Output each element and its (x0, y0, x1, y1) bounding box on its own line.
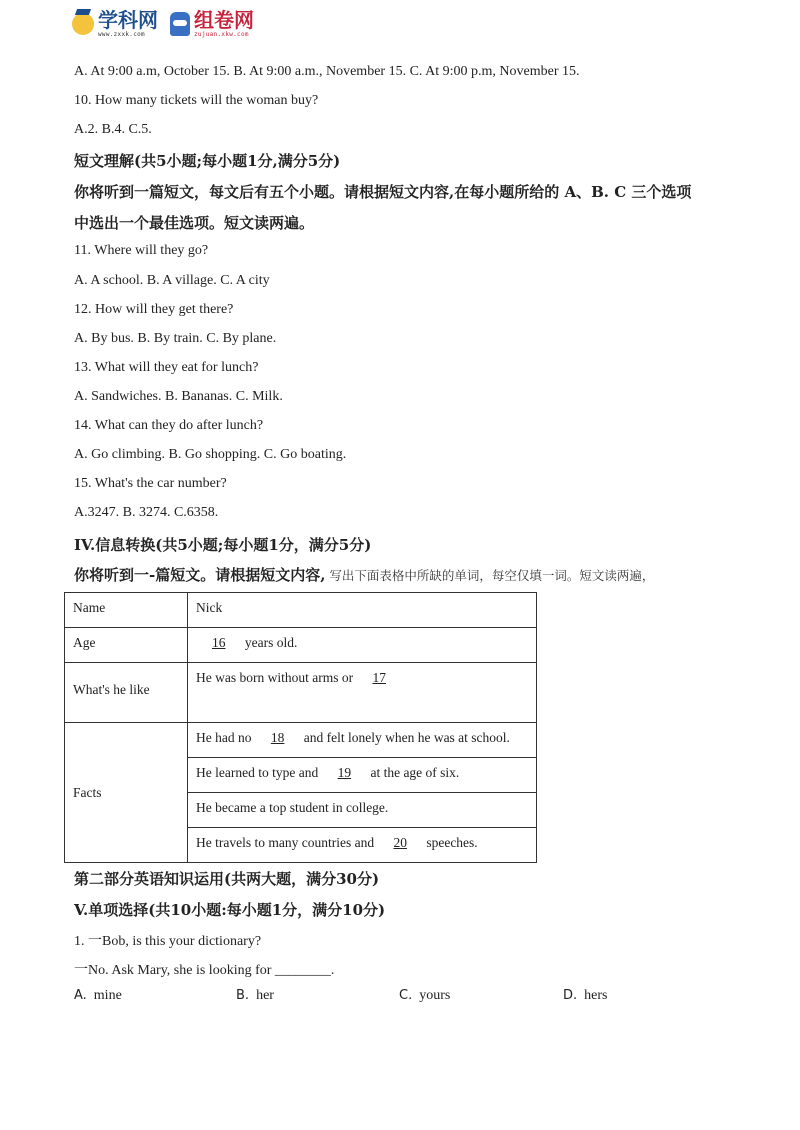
part2-title: 第二部分英语知识运用(共两大题，满分30分) (74, 870, 380, 888)
section4-instructions (74, 564, 654, 585)
q11-options: A. A school. B. A village. C. A city (74, 273, 270, 288)
option-key: B. (236, 988, 250, 1003)
zxxk-logo (72, 10, 158, 38)
blank-19[interactable] (322, 765, 368, 780)
name-label: Name (65, 593, 188, 628)
zujuan-logo (170, 10, 254, 38)
fact4-cell (188, 828, 537, 863)
fact2-post: at the age of six. (370, 765, 460, 780)
q14-question: 14. What can they do after lunch? (74, 418, 264, 433)
option-key: A. (74, 988, 87, 1003)
mc1-option-b[interactable] (236, 988, 274, 1004)
table-row (65, 628, 537, 663)
zxxk-logo-title: 学科网 (98, 8, 158, 32)
age-label: Age (65, 628, 188, 663)
option-text: mine (93, 988, 122, 1003)
zujuan-logo-title: 组卷网 (194, 8, 254, 32)
zxxk-logo-url: www.zxxk.com (98, 31, 145, 38)
q15-options: A.3247. B. 3274. C.6358. (74, 505, 219, 520)
section3-instructions-1: 你将听到一篇短文，每文后有五个小题。请根据短文内容,在每小题所给的 A、B. C 三个选项 (74, 183, 692, 201)
section4-title: IV.信息转换(共5小题;每小题1分，满分5分) (74, 536, 372, 554)
q14-options: A. Go climbing. B. Go shopping. C. Go boating. (74, 447, 347, 462)
option-text: yours (419, 988, 451, 1003)
section4-instructions-bold: 你将听到一-篇短文。请根据短文内容, (74, 566, 326, 584)
option-text: her (256, 988, 274, 1003)
blank-20[interactable] (377, 835, 423, 850)
q13-question: 13. What will they eat for lunch? (74, 360, 259, 375)
blank-18-number: 18 (270, 730, 285, 745)
q13-options: A. Sandwiches. B. Bananas. C. Milk. (74, 389, 283, 404)
age-rest: years old. (244, 635, 298, 650)
q9-options: A. At 9:00 a.m, October 15. B. At 9:00 a.m., November 15. C. At 9:00 p.m, November 15. (74, 64, 580, 79)
facts-label: Facts (65, 723, 188, 863)
fact2-cell (188, 758, 537, 793)
option-key: C. (399, 988, 413, 1003)
option-key: D. (563, 988, 578, 1003)
info-table (64, 592, 537, 863)
zujuan-logo-icon (170, 12, 190, 36)
like-text: He was born without arms or (196, 670, 354, 685)
fact3-cell: He became a top student in college. (188, 793, 537, 828)
q12-question: 12. How will they get there? (74, 302, 234, 317)
blank-18[interactable] (255, 730, 301, 745)
fact1-pre: He had no (196, 730, 252, 745)
q10-options: A.2. B.4. C.5. (74, 122, 152, 137)
age-cell (188, 628, 537, 663)
zujuan-logo-url: zujuan.xkw.com (194, 31, 249, 38)
zxxk-logo-icon (72, 13, 94, 35)
section3-title: 短文理解(共5小题;每小题1分,满分5分) (74, 152, 341, 170)
table-row (65, 663, 537, 723)
mc1-option-a[interactable] (74, 988, 122, 1004)
blank-20-number: 20 (393, 835, 407, 850)
table-row (65, 723, 537, 758)
header-logos (72, 10, 254, 38)
blank-16-number: 16 (212, 635, 226, 650)
blank-17-number: 17 (372, 670, 386, 685)
section3-instructions-2: 中选出一个最佳选项。短文读两遍。 (74, 214, 315, 232)
q11-question: 11. Where will they go? (74, 243, 209, 258)
mc1-option-c[interactable] (399, 988, 450, 1004)
fact4-post: speeches. (426, 835, 478, 850)
fact1-cell (188, 723, 537, 758)
blank-16[interactable] (196, 635, 242, 650)
blank-17[interactable] (356, 670, 386, 685)
q10-question: 10. How many tickets will the woman buy? (74, 93, 319, 108)
name-value: Nick (188, 593, 537, 628)
like-cell (188, 663, 537, 723)
section4-instructions-rest: 写出下面表格中所缺的单词，每空仅填一词。短文读两遍， (325, 568, 655, 583)
section5-title: V.单项选择(共10小题:每小题1分，满分10分) (74, 901, 386, 919)
mc1-prompt: 一No. Ask Mary, she is looking for ________. (74, 963, 335, 978)
table-row (65, 593, 537, 628)
like-label: What's he like (65, 663, 188, 723)
mc1-option-d[interactable] (563, 988, 607, 1004)
option-text: hers (584, 988, 608, 1003)
q15-question: 15. What's the car number? (74, 476, 227, 491)
fact1-post: and felt lonely when he was at school. (303, 730, 510, 745)
fact4-pre: He travels to many countries and (196, 835, 375, 850)
q12-options: A. By bus. B. By train. C. By plane. (74, 331, 277, 346)
mc1-question: 1. 一Bob, is this your dictionary? (74, 934, 262, 949)
blank-19-number: 19 (337, 765, 352, 780)
fact2-pre: He learned to type and (196, 765, 319, 780)
